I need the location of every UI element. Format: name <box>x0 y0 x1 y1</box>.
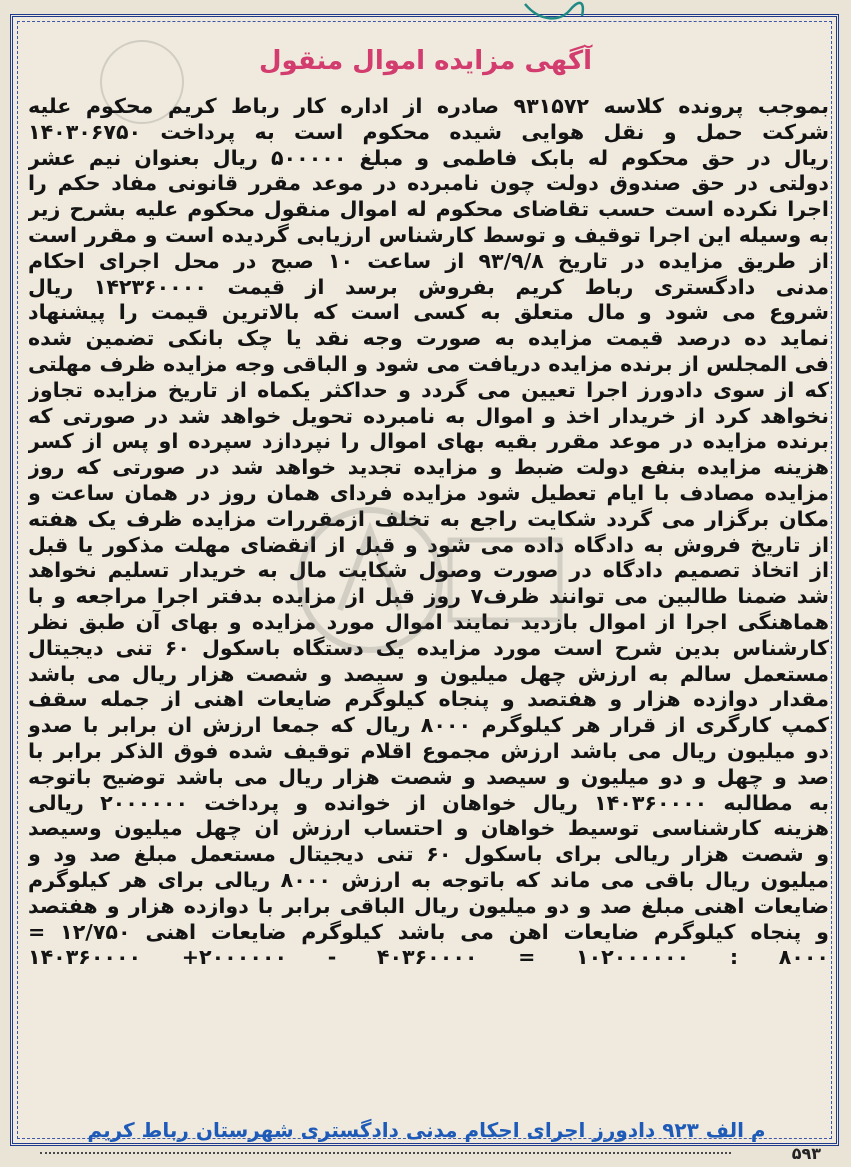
notice-line: اجرا نکرده است حسب تقاضای محکوم له اموال منقول محکوم علیه بشرح زیر <box>28 197 829 222</box>
bottom-dotted-rule <box>40 1152 731 1160</box>
notice-line: به مطالبه ۱۴۰۳۶۰۰۰۰ ریال خواهان از خوانده و پرداخت ۲۰۰۰۰۰۰ ریالی <box>28 790 829 815</box>
page-code: ۵۹۳ <box>791 1144 821 1163</box>
notice-footer: م الف ۹۲۳ دادورز اجرای احکام مدنی دادگستری شهرستان رباط کریم <box>87 1118 766 1142</box>
notice-line: دو میلیون ریال می باشد ارزش مجموع اقلام توقیف شده فوق الذکر برابر با <box>28 738 829 763</box>
notice-line: مکان برگزار می گردد شکایت راجع به تخلف ازمقررات مزایده ظرف یک هفته <box>28 506 829 531</box>
notice-line: نماید ده درصد قیمت مزایده به صورت وجه نقد یا چک بانکی تضمین شده <box>28 326 829 351</box>
notice-line: شرکت حمل و نقل هوایی شیده محکوم است به پرداخت ۱۴۰۳۰۶۷۵۰ <box>28 119 829 144</box>
notice-line: از طریق مزایده در تاریخ ۹۳/۹/۸ از ساعت ۱۰ صبح در محل اجرای احکام <box>28 248 829 273</box>
notice-line: هزینه مزایده بنفع دولت ضبط و مزایده تجدید خواهد شد در صورتی که روز <box>28 455 829 480</box>
notice-line: صد و چهل و دو میلیون و سیصد و شصت هزار ریال می باشد توضیح باتوجه <box>28 764 829 789</box>
notice-line: که از سوی دادورز اجرا تعیین می گردد و حداکثر یکماه از تاریخ مزایده تجاوز <box>28 377 829 402</box>
notice-line: ضایعات اهنی مبلغ صد و دو میلیون ریال الباقی برابر با دوازده هزار و هفتصد <box>28 893 829 918</box>
notice-line: به وسیله این اجرا توقیف و توسط کارشناس ارزیابی گردیده است و مقرر است <box>28 222 829 247</box>
notice-line: مزایده مصادف با ایام تعطیل شود مزایده فردای همان روز در همان ساعت و <box>28 480 829 505</box>
notice-line: و پنجاه کیلوگرم ضایعات اهن می باشد کیلوگرم ضایعات اهنی ۱۲/۷۵۰ = <box>28 919 829 944</box>
notice-line: دولتی در حق صندوق دولت چون نامبرده در موعد مقرر قانونی مفاد حکم را <box>28 171 829 196</box>
notice-line: ۸۰۰۰ : ۱۰۲۰۰۰۰۰۰ = ۴۰۳۶۰۰۰۰ - ۲۰۰۰۰۰۰+ ۱۴۰۳۶۰۰۰۰ <box>28 945 829 970</box>
notice-line: شروع می شود و مال متعلق به کسی است که بالاترین قیمت را پیشنهاد <box>28 300 829 325</box>
notice-line: مستعمل سالم به ارزش چهل میلیون و سیصد و شصت هزار ریال می باشد <box>28 661 829 686</box>
notice-line: مقدار دوازده هزار و هفتصد و پنجاه کیلوگرم ضایعات اهنی از جمله سقف <box>28 687 829 712</box>
notice-line: هماهنگی اجرا از اموال بازدید نمایند اموال مورد مزایده و بهای آن طبق نظر <box>28 609 829 634</box>
pen-scribble <box>520 0 590 26</box>
notice-line: از اتخاذ تصمیم دادگاه در صورت وصول شکایت مال به خریدار تسلیم نخواهد <box>28 558 829 583</box>
notice-body <box>28 94 829 971</box>
notice-line: و شصت هزار ریالی برای باسکول ۶۰ تنی دیجیتال مستعمل مبلغ صد ود و <box>28 842 829 867</box>
notice-line: هزینه کارشناسی توسیط خواهان و احتساب ارزش ان چهل میلیون وسیصد <box>28 816 829 841</box>
notice-line: کارشناس بدین شرح است مورد مزایده یک دستگاه باسکول ۶۰ تنی دیجیتال <box>28 635 829 660</box>
notice-line: ریال در حق محکوم له بابک فاطمی و مبلغ ۵۰۰۰۰۰ ریال بعنوان نیم عشر <box>28 145 829 170</box>
notice-line: از تاریخ فروش به دادگاه داده می شود و قبل از انقضای مهلت مذکور یا قبل <box>28 532 829 557</box>
notice-line: نخواهد کرد از خریدار اخذ و اموال به نامبرده تحویل خواهد شد در صورتی که <box>28 403 829 428</box>
notice-line: مدنی دادگستری رباط کریم بفروش برسد از قیمت ۱۴۲۳۶۰۰۰۰ ریال <box>28 274 829 299</box>
notice-line: بموجب پرونده کلاسه ۹۳۱۵۷۲ صادره از اداره کار رباط کریم محکوم علیه <box>28 94 829 118</box>
notice-line: میلیون ریال باقی می ماند که باتوجه به ارزش ۸۰۰۰ ریالی برای هر کیلوگرم <box>28 867 829 892</box>
notice-line: برنده مزایده در موعد مقرر بقیه بهای اموال را نپردازد سپرده او پس از کسر <box>28 429 829 454</box>
notice-title: آگهی مزایده اموال منقول <box>258 46 593 76</box>
notice-line: شد ضمنا طالبین می توانند ظرف۷ روز قبل از مزایده بدفتر اجرا مراجعه و با <box>28 584 829 609</box>
notice-line: فی المجلس از برنده مزایده دریافت می شود و الباقی وجه مزایده ظرف مهلتی <box>28 351 829 376</box>
notice-line: کمپ کارگری از قرار هر کیلوگرم ۸۰۰۰ ریال که جمعا ارزش ان برابر با صدو <box>28 713 829 738</box>
